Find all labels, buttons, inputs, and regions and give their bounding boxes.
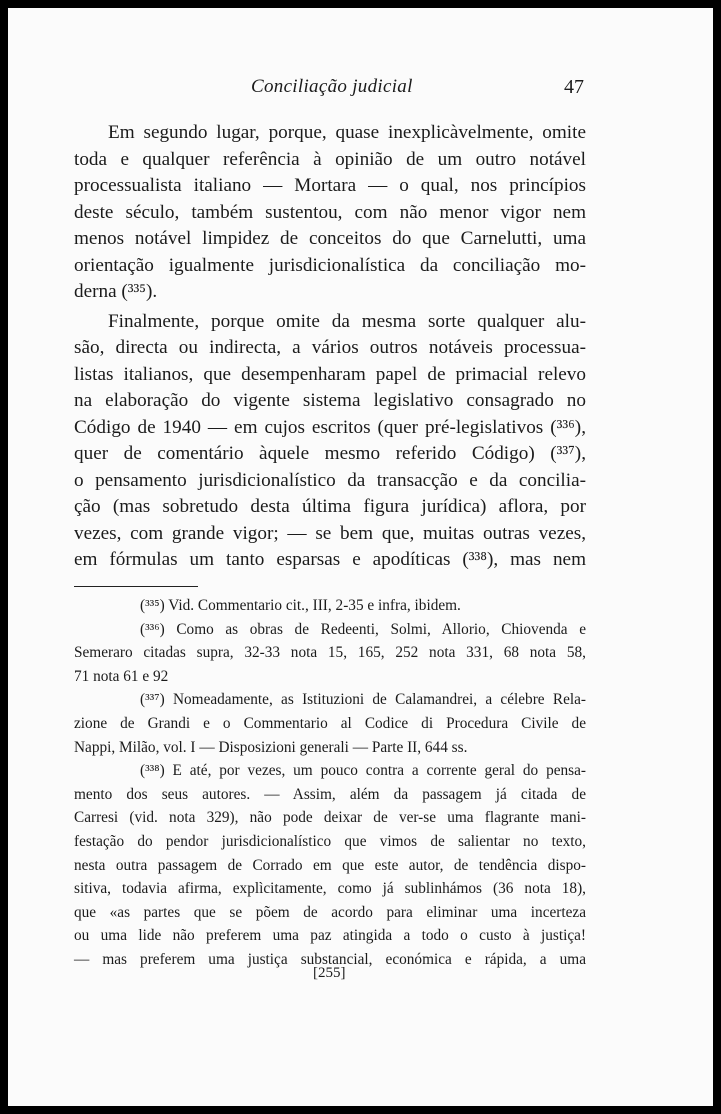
main-text <box>74 120 586 574</box>
book-page <box>8 8 713 1106</box>
text-line: na elaboração do vigente sistema legislativo consagrado no <box>74 390 586 411</box>
text-line: o pensamento jurisdicionalístico da transacção e da concilia- <box>74 469 586 491</box>
page-header <box>8 76 713 106</box>
footnote-335: (³³⁵) Vid. Commentario cit., III, 2-35 e infra, ibidem. <box>140 597 461 614</box>
text-line: vezes, com grande vigor; — se bem que, muitas outras vezes, <box>74 522 586 544</box>
text-line: menos notável limpidez de conceitos do que Carnelutti, uma <box>74 228 586 249</box>
footnote-line: 71 nota 61 e 92 <box>74 667 169 685</box>
text-line: quer de comentário àquele mesmo referido Código) (³³⁷), <box>74 443 586 464</box>
text-line: processualista italiano — Mortara — o qual, nos princípios <box>74 175 586 196</box>
footnote-line: Nappi, Milão, vol. I — Disposizioni generali — Parte II, 644 ss. <box>74 738 468 756</box>
footnote-line: nesta outra passagem de Corrado em que este autor, de tendência dispo- <box>74 856 586 874</box>
footnotes <box>74 594 586 972</box>
footnote-336: (³³⁶) Como as obras de Redeenti, Solmi, Allorio, Chiovenda e <box>140 620 586 638</box>
text-line: deste século, também sustentou, com não menor vigor nem <box>74 201 586 223</box>
text-line: são, directa ou indirecta, a vários outros notáveis processua- <box>74 337 586 358</box>
text-line: Em segundo lugar, porque, quase inexplicàvelmente, omite <box>108 122 586 143</box>
paragraph-2 <box>74 309 586 574</box>
footnote-line: mento dos seus autores. — Assim, além da passagem já citada de <box>74 785 586 803</box>
page-number: 47 <box>564 76 584 98</box>
footnote-divider <box>74 586 198 587</box>
footnote-line: ou uma lide não preferem uma paz atingida a todo o custo à justiça! <box>74 927 586 945</box>
footnote-line: Semeraro citadas supra, 32-33 nota 15, 165, 252 nota 331, 68 nota 58, <box>74 644 586 662</box>
footnote-line: — mas preferem uma justiça substancial, económica e rápida, a uma <box>74 950 586 968</box>
running-title: Conciliação judicial <box>251 76 413 97</box>
text-line: Código de 1940 — em cujos escritos (quer pré-legislativos (³³⁶), <box>74 416 586 438</box>
footnote-line: zione de Grandi e o Commentario al Codice di Procedura Civile de <box>74 714 586 732</box>
folio-number: [255] <box>313 965 346 981</box>
text-line: derna (³³⁵). <box>74 281 158 302</box>
footnote-337: (³³⁷) Nomeadamente, as Istituzioni de Calamandrei, a célebre Rela- <box>140 691 586 709</box>
footnote-338: (³³⁸) E até, por vezes, um pouco contra a corrente geral do pensa- <box>140 762 586 780</box>
footnote-line: sitiva, todavia afirma, explìcitamente, como já sublinhámos (36 nota 18), <box>74 880 586 898</box>
footnote-line: que «as partes que se põem de acordo para eliminar uma incerteza <box>74 903 586 921</box>
text-line: Finalmente, porque omite da mesma sorte qualquer alu- <box>108 310 586 332</box>
text-line: listas italianos, que desempenharam papel de primacial relevo <box>74 363 586 385</box>
text-line: ção (mas sobretudo desta última figura jurídica) aflora, por <box>74 496 586 517</box>
text-line: orientação igualmente jurisdicionalística da conciliação mo- <box>74 254 586 276</box>
text-line: em fórmulas um tanto esparsas e apodíticas (³³⁸), mas nem <box>74 549 586 570</box>
footnote-line: festação do pendor jurisdicionalístico que vimos de salientar no texto, <box>74 832 586 850</box>
paragraph-1 <box>74 120 586 306</box>
footnote-line: Carresi (vid. nota 329), não pode deixar de ver-se uma flagrante mani- <box>74 809 586 827</box>
text-line: toda e qualquer referência à opinião de um outro notável <box>74 148 586 170</box>
